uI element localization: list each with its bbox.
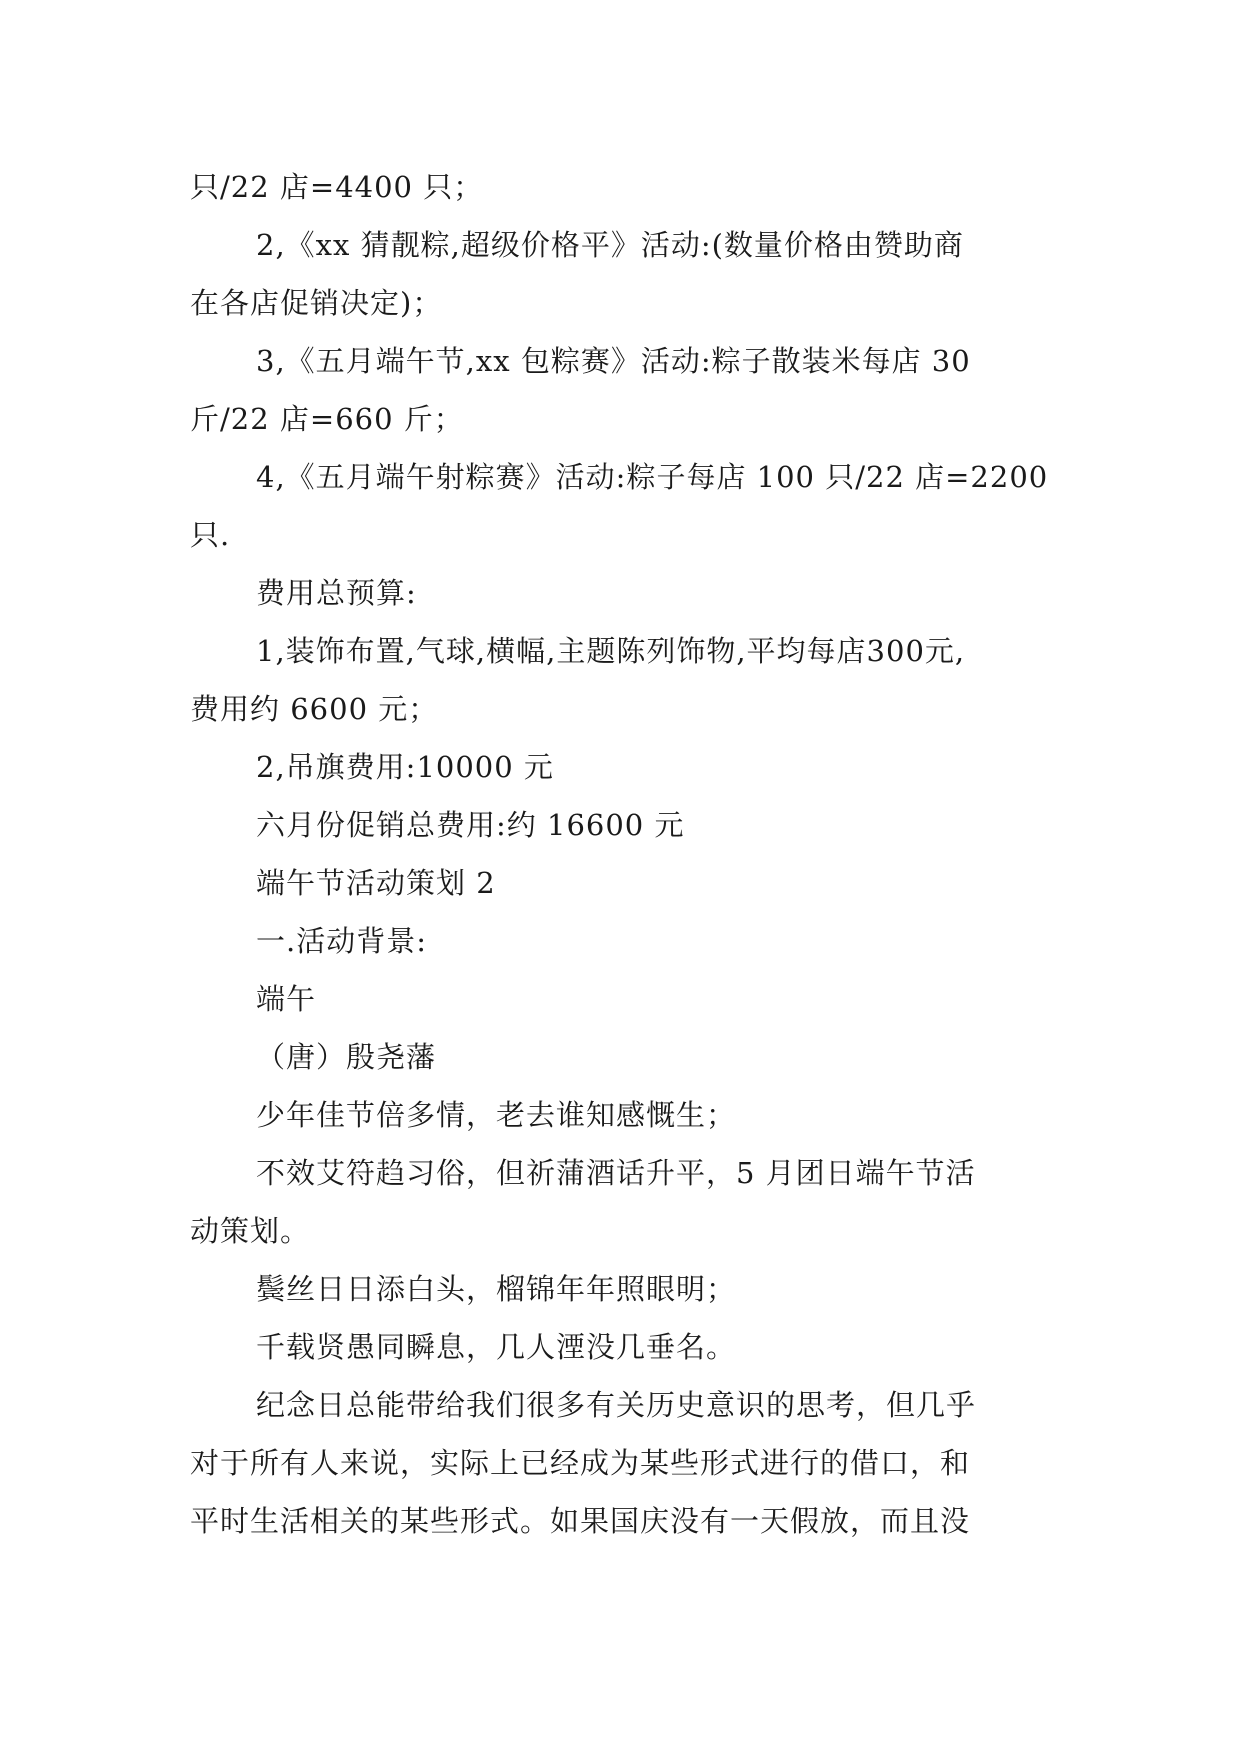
text-line: 2,吊旗费用:10000 元 bbox=[256, 750, 554, 784]
poem-line: 鬓丝日日添白头，榴锦年年照眼明； bbox=[256, 1272, 737, 1306]
text-line: 动策划。 bbox=[190, 1214, 311, 1248]
text-line: 在各店促销决定)； bbox=[190, 286, 443, 320]
text-line: 3,《五月端午节,xx 包粽赛》活动:粽子散装米每店 30 bbox=[256, 344, 971, 378]
text-line: 平时生活相关的某些形式。如果国庆没有一天假放，而且没 bbox=[190, 1504, 971, 1538]
text-line: 只. bbox=[190, 518, 231, 552]
section-title: 端午节活动策划 2 bbox=[256, 866, 496, 900]
text-line: 只/22 店=4400 只； bbox=[190, 170, 484, 204]
poem-title: 端午 bbox=[256, 982, 317, 1016]
text-line: 纪念日总能带给我们很多有关历史意识的思考，但几乎 bbox=[256, 1388, 977, 1422]
section-heading: 一.活动背景: bbox=[256, 924, 427, 958]
text-line: 1,装饰布置,气球,横幅,主题陈列饰物,平均每店300元, bbox=[256, 634, 966, 668]
text-line: 2,《xx 猜靓粽,超级价格平》活动:(数量价格由赞助商 bbox=[256, 228, 964, 262]
text-line: 4,《五月端午射粽赛》活动:粽子每店 100 只/22 店=2200 bbox=[256, 460, 1049, 494]
text-line: 六月份促销总费用:约 16600 元 bbox=[256, 808, 685, 842]
poem-line: 千载贤愚同瞬息，几人湮没几垂名。 bbox=[256, 1330, 737, 1364]
text-line: 费用约 6600 元； bbox=[190, 692, 439, 726]
poem-line: 少年佳节倍多情，老去谁知感慨生； bbox=[256, 1098, 737, 1132]
section-heading: 费用总预算: bbox=[256, 576, 417, 610]
document-body bbox=[190, 158, 1050, 1550]
text-line: 对于所有人来说，实际上已经成为某些形式进行的借口，和 bbox=[190, 1446, 971, 1480]
poem-author: （唐）殷尧藩 bbox=[256, 1040, 437, 1074]
text-line: 斤/22 店=660 斤； bbox=[190, 402, 464, 436]
poem-line: 不效艾符趋习俗，但祈蒲酒话升平，5 月团日端午节活 bbox=[256, 1156, 976, 1190]
